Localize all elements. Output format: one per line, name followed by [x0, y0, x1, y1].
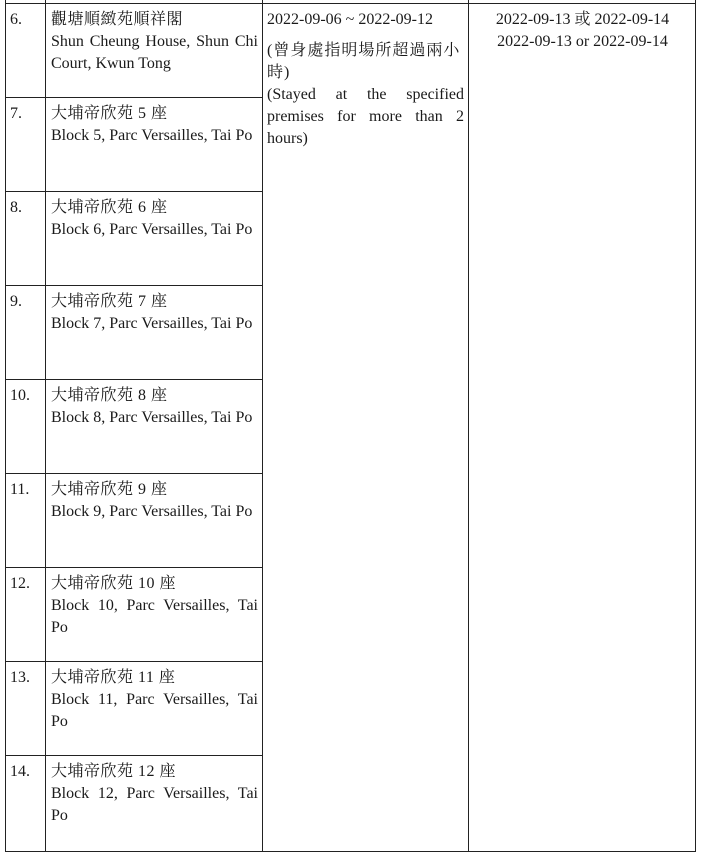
address-chinese: 大埔帝欣苑 12 座: [51, 763, 177, 780]
row-divider: [5, 97, 263, 98]
test-dates-chinese: 2022-09-13 或 2022-09-14: [495, 11, 670, 28]
row-divider: [5, 755, 263, 756]
table-border-right: [695, 0, 696, 852]
address-english: Block 5, Parc Versailles, Tai Po: [51, 127, 253, 144]
row-divider: [5, 473, 263, 474]
column-divider-address: [262, 0, 263, 852]
address-cell: [51, 573, 258, 639]
column-divider-period: [468, 0, 469, 852]
period-note-chinese: (曾身處指明場所超過兩小時): [267, 42, 461, 81]
row-number: 11.: [10, 481, 30, 498]
row-number: 7.: [10, 105, 22, 122]
address-cell: [51, 103, 258, 147]
row-divider: [5, 661, 263, 662]
address-english: Block 10, Parc Versailles, Tai Po: [51, 597, 258, 636]
row-divider: [5, 379, 263, 380]
exposure-period-cell: [267, 9, 464, 150]
row-number: 14.: [10, 763, 30, 780]
column-divider-number: [45, 0, 46, 852]
row-number: 8.: [10, 199, 22, 216]
address-cell: [51, 291, 258, 335]
row-divider: [5, 567, 263, 568]
table-border-top: [5, 3, 696, 4]
address-chinese: 大埔帝欣苑 10 座: [51, 575, 177, 592]
address-english: Block 8, Parc Versailles, Tai Po: [51, 409, 253, 426]
row-divider: [5, 191, 263, 192]
address-english: Block 11, Parc Versailles, Tai Po: [51, 691, 258, 730]
address-english: Shun Cheung House, Shun Chi Court, Kwun Tong: [51, 33, 258, 72]
address-cell: [51, 197, 258, 241]
address-cell: [51, 667, 258, 733]
row-number: 10.: [10, 387, 30, 404]
row-number: 6.: [10, 11, 22, 28]
address-chinese: 觀塘順緻苑順祥閣: [51, 11, 184, 28]
address-cell: [51, 9, 258, 75]
address-chinese: 大埔帝欣苑 9 座: [51, 481, 168, 498]
address-english: Block 7, Parc Versailles, Tai Po: [51, 315, 253, 332]
test-dates-english: 2022-09-13 or 2022-09-14: [497, 33, 668, 50]
period-note-english: (Stayed at the specified premises for more than 2 hours): [267, 86, 464, 147]
address-chinese: 大埔帝欣苑 5 座: [51, 105, 168, 122]
address-cell: [51, 385, 258, 429]
address-cell: [51, 761, 258, 827]
address-english: Block 9, Parc Versailles, Tai Po: [51, 503, 253, 520]
address-english: Block 6, Parc Versailles, Tai Po: [51, 221, 253, 238]
address-chinese: 大埔帝欣苑 6 座: [51, 199, 168, 216]
table-border-left: [5, 0, 6, 852]
test-dates-cell: [474, 9, 691, 53]
address-cell: [51, 479, 258, 523]
address-chinese: 大埔帝欣苑 7 座: [51, 293, 168, 310]
address-chinese: 大埔帝欣苑 8 座: [51, 387, 168, 404]
date-range: 2022-09-06 ~ 2022-09-12: [267, 11, 433, 28]
row-number: 12.: [10, 575, 30, 592]
address-english: Block 12, Parc Versailles, Tai Po: [51, 785, 258, 824]
row-number: 13.: [10, 669, 30, 686]
table-border-bottom: [5, 851, 696, 852]
address-chinese: 大埔帝欣苑 11 座: [51, 669, 176, 686]
row-number: 9.: [10, 293, 22, 310]
row-divider: [5, 285, 263, 286]
